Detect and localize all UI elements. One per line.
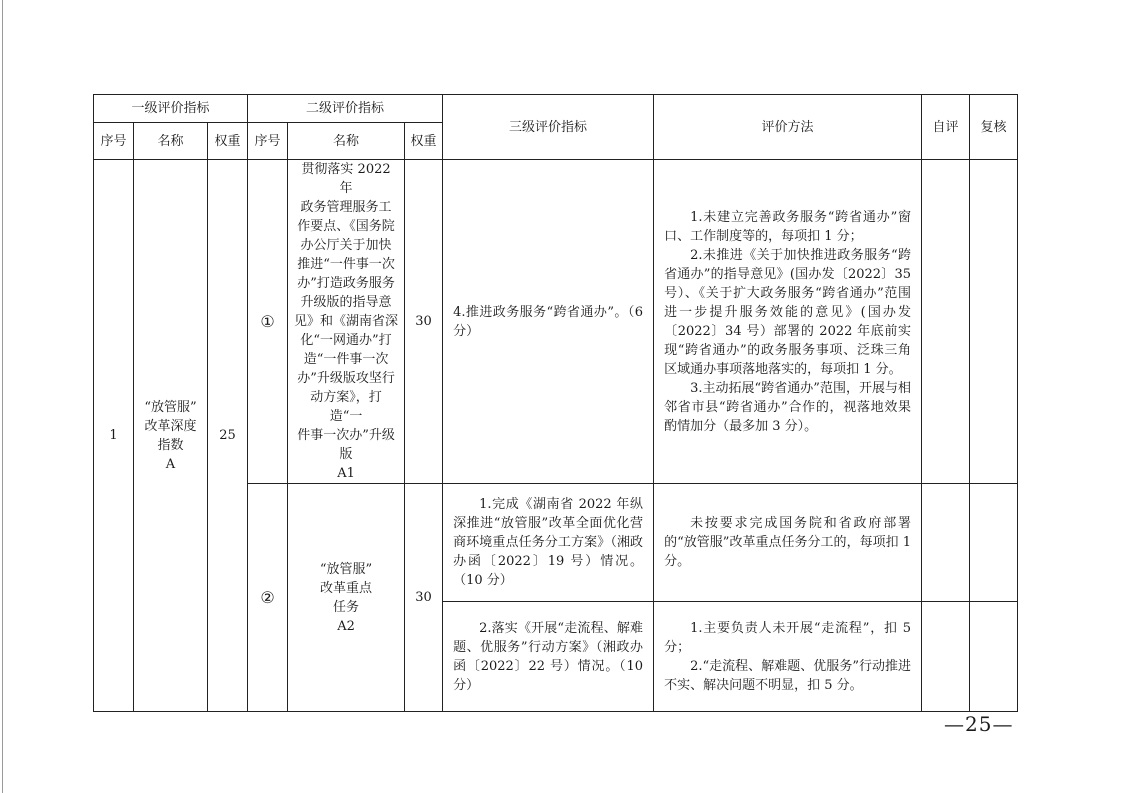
a2-name-line: 任务 bbox=[333, 599, 360, 615]
a1-name-line: 造“一件事一次 bbox=[303, 352, 389, 367]
level1-name-line: “放管服” bbox=[144, 399, 197, 415]
header-level2: 二级评价指标 bbox=[248, 95, 443, 123]
a2-name-line: “放管服” bbox=[319, 561, 373, 577]
level1-name bbox=[134, 160, 208, 712]
level1-weight: 25 bbox=[208, 160, 248, 712]
a2-name bbox=[288, 484, 405, 712]
a1-name-line: 办”打造政务服务 bbox=[297, 276, 395, 291]
a1-name-line: 化“一网通办”打 bbox=[300, 333, 392, 348]
level1-seq: 1 bbox=[94, 160, 134, 712]
a1-name-line: 升级版的指导意 bbox=[300, 295, 392, 310]
level1-name-line: A bbox=[165, 456, 176, 472]
a2-level3-2 bbox=[443, 602, 654, 712]
a1-method-item: 1.未建立完善政务服务“跨省通办”窗口、工作制度等的，每项扣 1 分； bbox=[664, 209, 912, 244]
a1-review-cell bbox=[970, 160, 1018, 484]
a2-method-1 bbox=[654, 484, 922, 602]
a2-weight: 30 bbox=[405, 484, 443, 712]
header-review: 复核 bbox=[970, 95, 1018, 160]
a1-name-line: 办”升级版攻坚行 bbox=[297, 371, 395, 386]
header-level3: 三级评价指标 bbox=[443, 95, 654, 160]
a1-self-eval-cell bbox=[922, 160, 970, 484]
a2-level3-1-text: 1.完成《湖南省 2022 年纵深推进“放管服”改革全面优化营商环境重点任务分工方案》（湘政办函〔2022〕19 号）情况。（10 分） bbox=[453, 497, 644, 588]
evaluation-table bbox=[93, 94, 1018, 712]
a1-name-line: 政务管理服务工 bbox=[300, 200, 392, 215]
table-row-a1 bbox=[94, 160, 1018, 484]
header-weight-2: 权重 bbox=[405, 123, 443, 160]
a1-name bbox=[288, 160, 405, 484]
a2-seq: ② bbox=[248, 484, 288, 712]
a1-method-item: 2.未推进《关于加快推进政务服务“跨省通办”的指导意见》(国办发〔2022〕35 号）、《关于扩大政务服务“跨省通办”范围进一步提升服务效能的意见》(国办发〔2022〕34 号）部署的 2022 年底前实现“跨省通办”的政务服务事项、泛珠三角区域通办事项落地落实的，每项扣 1 分。 bbox=[664, 247, 912, 377]
a1-name-line: 推进“一件事一次 bbox=[297, 257, 395, 272]
a1-weight: 30 bbox=[405, 160, 443, 484]
header-seq-2: 序号 bbox=[248, 123, 288, 160]
header-weight: 权重 bbox=[208, 123, 248, 160]
a2-2-self-eval-cell bbox=[922, 602, 970, 712]
level1-name-line: 改革深度 bbox=[144, 418, 197, 434]
a1-name-line: 作要点、《国务院 bbox=[297, 219, 395, 234]
header-level1: 一级评价指标 bbox=[94, 95, 248, 123]
a1-method bbox=[654, 160, 922, 484]
header-row-1 bbox=[94, 95, 1018, 123]
a2-2-review-cell bbox=[970, 602, 1018, 712]
a1-level3: 4.推进政务服务“跨省通办”。（6 分） bbox=[443, 160, 654, 484]
a2-method-2-item: 2.“走流程、解难题、优服务”行动推进不实、解决问题不明显，扣 5 分。 bbox=[664, 658, 912, 693]
a1-name-line: 版 bbox=[339, 447, 353, 462]
a2-1-self-eval-cell bbox=[922, 484, 970, 602]
header-method: 评价方法 bbox=[654, 95, 922, 160]
a2-name-line: A2 bbox=[337, 618, 355, 634]
a2-level3-2-text: 2.落实《开展“走流程、解难题、优服务”行动方案》（湘政办函〔2022〕22 号）情况。（10 分） bbox=[453, 620, 644, 693]
a2-1-review-cell bbox=[970, 484, 1018, 602]
a1-name-line: 动方案》，打造“一 bbox=[310, 390, 382, 424]
a2-method-2-item: 1.主要负责人未开展“走流程”，扣 5 分； bbox=[664, 620, 912, 655]
a1-method-item: 3.主动拓展“跨省通办”范围，开展与相邻省市县“跨省通办”合作的，视落地效果酌情加分（最多加 3 分）。 bbox=[664, 380, 912, 434]
header-name-2: 名称 bbox=[288, 123, 405, 160]
a1-name-line: 见》和《湖南省深 bbox=[294, 314, 399, 329]
a2-method-1-text: 未按要求完成国务院和省政府部署的“放管服”改革重点任务分工的，每项扣 1 分。 bbox=[664, 516, 912, 569]
a1-name-line: A1 bbox=[337, 466, 355, 481]
page-number: —25— bbox=[944, 712, 1014, 736]
a1-name-line: 件事一次办”升级 bbox=[297, 428, 395, 443]
a1-name-line: 贯彻落实 2022 年 bbox=[301, 162, 391, 196]
header-self-eval: 自评 bbox=[922, 95, 970, 160]
a1-seq: ① bbox=[248, 160, 288, 484]
a2-level3-1 bbox=[443, 484, 654, 602]
scan-edge-line bbox=[2, 0, 3, 793]
a2-name-line: 改革重点 bbox=[320, 580, 373, 596]
header-seq: 序号 bbox=[94, 123, 134, 160]
a2-method-2 bbox=[654, 602, 922, 712]
level1-name-line: 指数 bbox=[157, 437, 184, 453]
header-name: 名称 bbox=[134, 123, 208, 160]
a1-name-line: 办公厅关于加快 bbox=[300, 238, 392, 253]
